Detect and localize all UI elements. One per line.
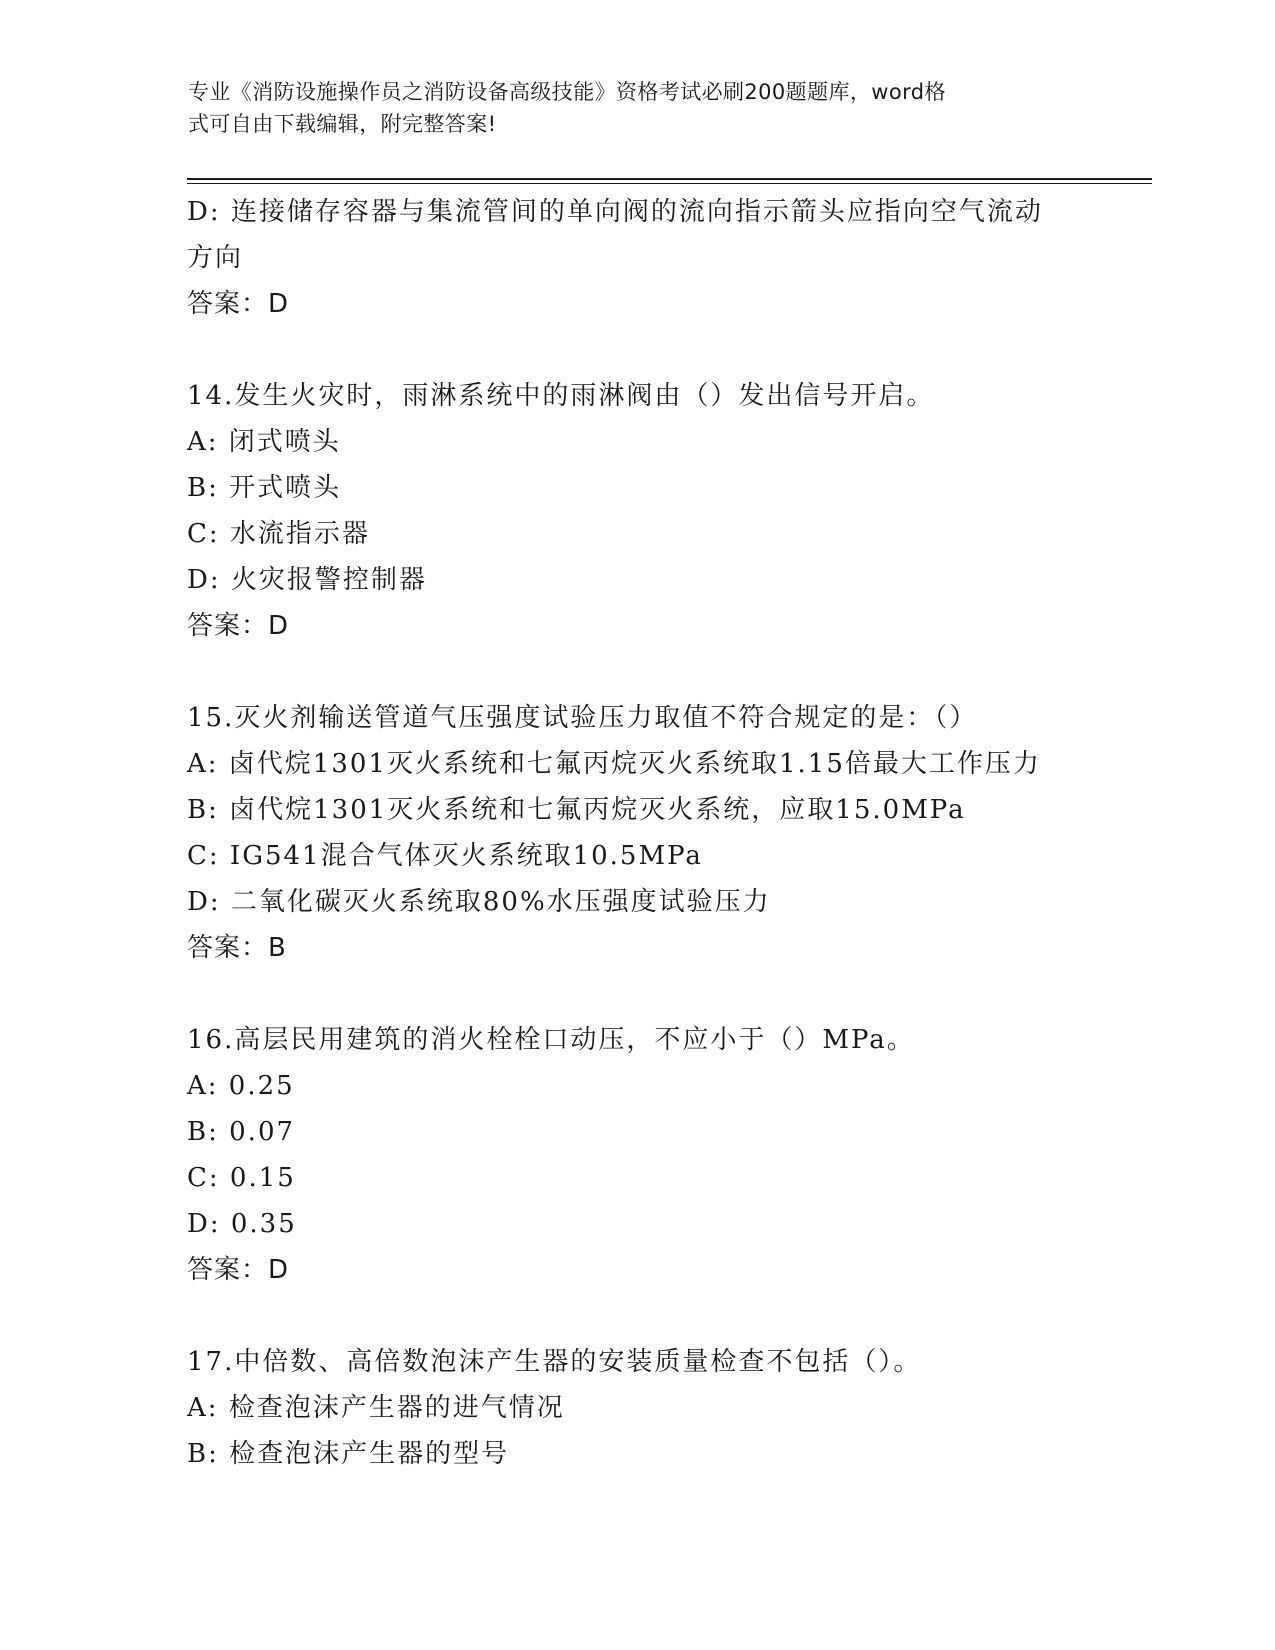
answer: 答案：D xyxy=(187,611,290,641)
option-a: A: 卤代烷1301灭火系统和七氟丙烷灭火系统取1.15倍最大工作压力 xyxy=(187,749,1041,779)
option-a: A: 闭式喷头 xyxy=(187,427,341,457)
option-a: A: 检查泡沫产生器的进气情况 xyxy=(187,1393,565,1423)
header-line-1: 专业《消防设施操作员之消防设备高级技能》资格考试必刷200题题库，word格 xyxy=(188,80,946,104)
question-17 xyxy=(187,1339,1087,1477)
header-divider-thick xyxy=(187,178,1152,180)
option-b: B: 检查泡沫产生器的型号 xyxy=(187,1439,510,1469)
option-d: D: 二氧化碳灭火系统取80%水压强度试验压力 xyxy=(187,887,771,917)
question-stem: 15.灭火剂输送管道气压强度试验压力取值不符合规定的是：（） xyxy=(187,703,978,733)
answer: 答案：D xyxy=(187,289,290,319)
option-d-continued: 方向 xyxy=(187,243,244,273)
option-d: D: 连接储存容器与集流管间的单向阀的流向指示箭头应指向空气流动 xyxy=(187,197,1043,227)
option-c: C: 0.15 xyxy=(187,1163,296,1193)
document-header xyxy=(188,76,1078,140)
question-stem: 17.中倍数、高倍数泡沫产生器的安装质量检查不包括（）。 xyxy=(187,1347,922,1377)
question-15 xyxy=(187,695,1087,971)
option-d: D: 火灾报警控制器 xyxy=(187,565,427,595)
option-b: B: 开式喷头 xyxy=(187,473,342,503)
question-14 xyxy=(187,373,1087,649)
option-b: B: 0.07 xyxy=(187,1117,296,1147)
option-c: C: IG541混合气体灭火系统取10.5MPa xyxy=(187,841,703,871)
option-c: C: 水流指示器 xyxy=(187,519,370,549)
header-divider-thin xyxy=(187,183,1152,184)
question-stem: 14.发生火灾时，雨淋系统中的雨淋阀由（）发出信号开启。 xyxy=(187,381,935,411)
question-list xyxy=(187,189,1087,1477)
question-stem: 16.高层民用建筑的消火栓栓口动压，不应小于（）MPa。 xyxy=(187,1025,915,1055)
question-13-tail xyxy=(187,189,1087,327)
option-b: B: 卤代烷1301灭火系统和七氟丙烷灭火系统，应取15.0MPa xyxy=(187,795,966,825)
question-16 xyxy=(187,1017,1087,1293)
option-d: D: 0.35 xyxy=(187,1209,297,1239)
answer: 答案：B xyxy=(187,933,287,963)
header-line-2: 式可自由下载编辑，附完整答案! xyxy=(188,112,497,136)
option-a: A: 0.25 xyxy=(187,1071,295,1101)
answer: 答案：D xyxy=(187,1255,290,1285)
